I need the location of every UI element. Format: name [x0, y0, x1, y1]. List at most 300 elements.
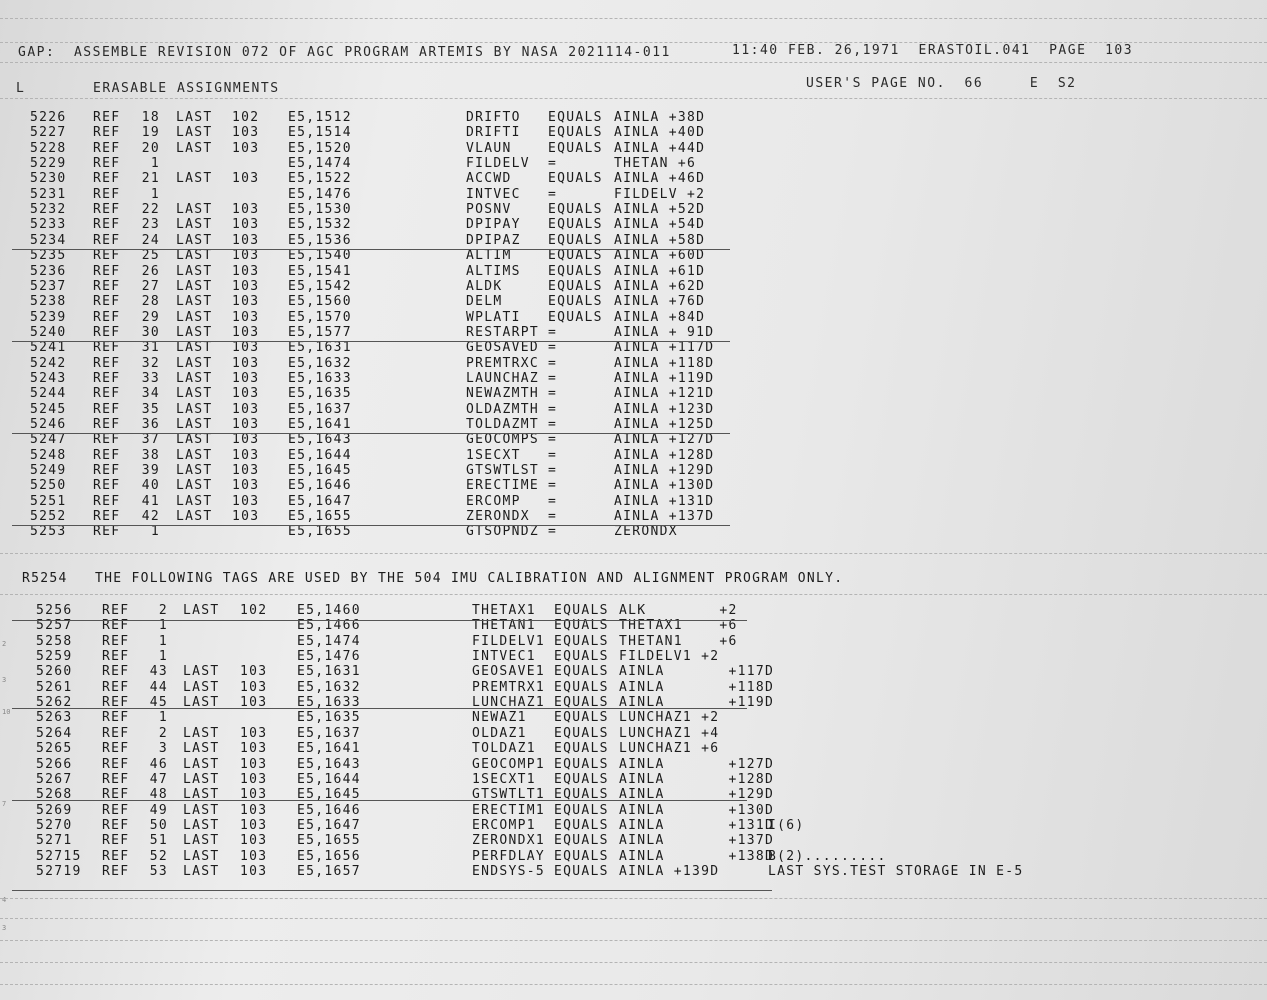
- cell-ref: REF: [93, 463, 121, 479]
- cell-val: AINLA +76D: [614, 294, 706, 310]
- cell-addr: E5,1541: [288, 263, 352, 279]
- cell-note: LAST SYS.TEST STORAGE IN E-5: [768, 863, 1024, 879]
- cell-line: 5256: [36, 603, 73, 618]
- cell-pg: 103: [232, 263, 260, 279]
- cell-n: 50: [149, 817, 168, 833]
- cell-ref: REF: [102, 802, 130, 818]
- cell-addr: E5,1641: [288, 417, 352, 432]
- cell-op: EQUALS: [548, 125, 603, 141]
- cell-addr: E5,1655: [288, 509, 352, 525]
- listing-row: [0, 280, 1267, 295]
- cell-ref: REF: [102, 679, 130, 695]
- cell-line: 5228: [30, 140, 67, 156]
- listing-row: [0, 326, 1267, 341]
- listing-row: [0, 418, 1267, 433]
- cell-ref: REF: [102, 725, 130, 741]
- cell-line: 5247: [30, 432, 67, 448]
- cell-last: LAST: [183, 664, 220, 680]
- ruled-line: [12, 433, 730, 434]
- cell-ref: REF: [93, 432, 121, 448]
- cell-line: 5243: [30, 370, 67, 386]
- cell-tag: RESTARPT: [466, 324, 540, 340]
- cell-line: 5248: [30, 447, 67, 463]
- listing-header-left: GAP: ASSEMBLE REVISION 072 OF AGC PROGRAM ARTEMIS BY NASA 2021114-011: [18, 45, 671, 60]
- cell-last: LAST: [183, 603, 220, 618]
- cell-pg: 102: [240, 603, 268, 618]
- cell-val: ALK +2: [619, 603, 738, 618]
- cell-line: 5236: [30, 263, 67, 279]
- cell-addr: E5,1476: [297, 649, 361, 665]
- cell-tag: ZERONDX1: [472, 833, 546, 849]
- cell-pg: 103: [240, 848, 268, 864]
- listing-row: [0, 357, 1267, 372]
- cell-line: 5264: [36, 725, 73, 741]
- cell-ref: REF: [93, 217, 121, 233]
- users-page-number: USER'S PAGE NO. 66 E S2: [806, 76, 1077, 91]
- cell-op: EQUALS: [548, 140, 603, 156]
- cell-addr: E5,1631: [297, 664, 361, 680]
- remark-line: R5254 THE FOLLOWING TAGS ARE USED BY THE 504 IMU CALIBRATION AND ALIGNMENT PROGRAM ONLY.: [22, 571, 844, 586]
- cell-addr: E5,1647: [297, 817, 361, 833]
- section-mark: L: [16, 81, 26, 96]
- cell-n: 2: [158, 603, 168, 618]
- ruled-line: [12, 620, 747, 621]
- cell-tag: WPLATI: [466, 309, 521, 325]
- cell-val: AINLA +137D: [619, 833, 775, 849]
- cell-pg: 103: [232, 463, 260, 479]
- listing-row: [0, 804, 1267, 819]
- listing-row: [0, 341, 1267, 356]
- listing-row: [0, 479, 1267, 494]
- listing-row: [0, 387, 1267, 402]
- listing-row: [0, 249, 1267, 264]
- cell-tag: 1SECXT1: [472, 771, 536, 787]
- cell-addr: E5,1632: [288, 355, 352, 371]
- cell-pg: 103: [232, 509, 260, 525]
- cell-ref: REF: [93, 478, 121, 494]
- cell-pg: 103: [232, 432, 260, 448]
- cell-pg: 103: [240, 725, 268, 741]
- cell-last: LAST: [176, 278, 213, 294]
- cell-op: =: [548, 340, 558, 356]
- cell-tag: VLAUN: [466, 140, 512, 156]
- cell-op: EQUALS: [554, 679, 609, 695]
- cell-tag: ALDK: [466, 278, 503, 294]
- cell-pg: 103: [232, 309, 260, 325]
- cell-n: 47: [149, 771, 168, 787]
- listing-row: [0, 495, 1267, 510]
- cell-tag: GTSWTLST: [466, 463, 540, 479]
- listing-row: [0, 188, 1267, 203]
- cell-op: =: [548, 417, 558, 432]
- cell-op: EQUALS: [554, 633, 609, 649]
- cell-pg: 103: [240, 833, 268, 849]
- cell-op: EQUALS: [548, 110, 603, 125]
- cell-ref: REF: [93, 232, 121, 248]
- cell-ref: REF: [93, 370, 121, 386]
- cell-val: AINLA +118D: [619, 679, 775, 695]
- cell-line: 5237: [30, 278, 67, 294]
- listing-row: [0, 727, 1267, 742]
- cell-n: 39: [141, 463, 160, 479]
- cell-addr: E5,1474: [297, 633, 361, 649]
- cell-ref: REF: [93, 309, 121, 325]
- cell-pg: 103: [240, 802, 268, 818]
- cell-tag: ERCOMP1: [472, 817, 536, 833]
- cell-line: 5268: [36, 787, 73, 803]
- cell-addr: E5,1656: [297, 848, 361, 864]
- cell-op: =: [548, 478, 558, 494]
- cell-val: AINLA +38D: [614, 110, 706, 125]
- cell-tag: FILDELV: [466, 156, 530, 172]
- cell-tag: GTSWTLT1: [472, 787, 546, 803]
- cell-line: 5235: [30, 248, 67, 264]
- cell-val: AINLA +117D: [614, 340, 715, 356]
- cell-op: EQUALS: [554, 863, 609, 879]
- cell-pg: 103: [232, 294, 260, 310]
- cell-ref: REF: [93, 493, 121, 509]
- margin-tick: 7: [2, 800, 7, 808]
- listing-row: [0, 834, 1267, 849]
- cell-addr: E5,1637: [288, 401, 352, 417]
- cell-last: LAST: [176, 401, 213, 417]
- cell-addr: E5,1512: [288, 110, 352, 125]
- cell-tag: GTSOPNDZ: [466, 524, 540, 540]
- listing-row: [0, 510, 1267, 525]
- cell-ref: REF: [102, 817, 130, 833]
- margin-tick: 3: [2, 676, 7, 684]
- cell-addr: E5,1540: [288, 248, 352, 264]
- cell-val: AINLA +119D: [619, 695, 775, 711]
- cell-op: =: [548, 509, 558, 525]
- cell-ref: REF: [102, 618, 130, 634]
- cell-val: LUNCHAZ1 +4: [619, 725, 720, 741]
- cell-tag: GEOSAVED: [466, 340, 540, 356]
- cell-tag: ALTIM: [466, 248, 512, 264]
- cell-line: 5269: [36, 802, 73, 818]
- cell-last: LAST: [183, 863, 220, 879]
- cell-val: AINLA +125D: [614, 417, 715, 432]
- listing-row: [0, 218, 1267, 233]
- cell-op: EQUALS: [554, 848, 609, 864]
- cell-op: EQUALS: [548, 309, 603, 325]
- listing-row: [0, 619, 1267, 634]
- cell-op: EQUALS: [554, 833, 609, 849]
- cell-val: AINLA +128D: [614, 447, 715, 463]
- cell-last: LAST: [176, 355, 213, 371]
- cell-addr: E5,1646: [297, 802, 361, 818]
- cell-last: LAST: [176, 340, 213, 356]
- cell-last: LAST: [176, 110, 213, 125]
- cell-ref: REF: [102, 695, 130, 711]
- cell-n: 34: [141, 386, 160, 402]
- cell-n: 19: [141, 125, 160, 141]
- cell-val: AINLA +40D: [614, 125, 706, 141]
- cell-n: 1: [150, 524, 160, 540]
- cell-op: EQUALS: [548, 232, 603, 248]
- cell-pg: 103: [232, 217, 260, 233]
- cell-op: EQUALS: [554, 725, 609, 741]
- cell-n: 41: [141, 493, 160, 509]
- cell-addr: E5,1645: [288, 463, 352, 479]
- cell-pg: 103: [232, 493, 260, 509]
- cell-line: 5239: [30, 309, 67, 325]
- cell-addr: E5,1532: [288, 217, 352, 233]
- cell-ref: REF: [93, 509, 121, 525]
- cell-addr: E5,1633: [297, 695, 361, 711]
- cell-tag: NEWAZ1: [472, 710, 527, 726]
- cell-ref: REF: [93, 248, 121, 264]
- cell-val: AINLA +123D: [614, 401, 715, 417]
- listing-row: [0, 635, 1267, 650]
- cell-ref: REF: [93, 324, 121, 340]
- cell-val: AINLA +54D: [614, 217, 706, 233]
- listing-row: [0, 311, 1267, 326]
- cell-line: 5251: [30, 493, 67, 509]
- cell-line: 5232: [30, 202, 67, 218]
- cell-val: AINLA +130D: [619, 802, 775, 818]
- cell-val: THETAN1 +6: [619, 633, 738, 649]
- cell-val: AINLA +62D: [614, 278, 706, 294]
- cell-tag: LAUNCHAZ: [466, 370, 540, 386]
- cell-ref: REF: [102, 756, 130, 772]
- cell-line: 5266: [36, 756, 73, 772]
- cell-op: EQUALS: [554, 756, 609, 772]
- cell-addr: E5,1577: [288, 324, 352, 340]
- cell-tag: GEOCOMPS: [466, 432, 540, 448]
- cell-line: 5263: [36, 710, 73, 726]
- cell-tag: TOLDAZMT: [466, 417, 540, 432]
- cell-val: AINLA +139D: [619, 863, 720, 879]
- cell-pg: 103: [232, 140, 260, 156]
- cell-ref: REF: [93, 447, 121, 463]
- cell-n: 29: [141, 309, 160, 325]
- cell-addr: E5,1646: [288, 478, 352, 494]
- cell-val: AINLA +121D: [614, 386, 715, 402]
- cell-tag: ACCWD: [466, 171, 512, 187]
- cell-n: 1: [150, 156, 160, 172]
- ruled-line: [12, 800, 747, 801]
- listing-row: [0, 865, 1267, 880]
- cell-pg: 103: [232, 340, 260, 356]
- cell-addr: E5,1460: [297, 603, 361, 618]
- cell-val: AINLA +117D: [619, 664, 775, 680]
- cell-addr: E5,1635: [288, 386, 352, 402]
- cell-val: AINLA +129D: [614, 463, 715, 479]
- cell-line: 52719: [36, 863, 82, 879]
- cell-line: 5246: [30, 417, 67, 432]
- cell-line: 5233: [30, 217, 67, 233]
- cell-line: 5241: [30, 340, 67, 356]
- cell-op: EQUALS: [554, 802, 609, 818]
- cell-n: 45: [149, 695, 168, 711]
- cell-val: AINLA +52D: [614, 202, 706, 218]
- cell-val: AINLA +118D: [614, 355, 715, 371]
- cell-last: LAST: [183, 848, 220, 864]
- cell-addr: E5,1647: [288, 493, 352, 509]
- cell-tag: PERFDLAY: [472, 848, 546, 864]
- cell-line: 52715: [36, 848, 82, 864]
- cell-n: 36: [141, 417, 160, 432]
- cell-val: THETAN +6: [614, 156, 697, 172]
- cell-last: LAST: [176, 432, 213, 448]
- cell-tag: DPIPAZ: [466, 232, 521, 248]
- cell-tag: DELM: [466, 294, 503, 310]
- cell-tag: POSNV: [466, 202, 512, 218]
- cell-pg: 103: [232, 447, 260, 463]
- cell-pg: 103: [232, 386, 260, 402]
- cell-pg: 103: [240, 664, 268, 680]
- cell-ref: REF: [102, 633, 130, 649]
- cell-addr: E5,1657: [297, 863, 361, 879]
- listing-header-right: 11:40 FEB. 26,1971 ERASTOIL.041 PAGE 103: [732, 43, 1134, 58]
- cell-n: 22: [141, 202, 160, 218]
- listing-row: [0, 403, 1267, 418]
- cell-pg: 103: [232, 417, 260, 432]
- cell-line: 5240: [30, 324, 67, 340]
- cell-tag: THETAN1: [472, 618, 536, 634]
- cell-addr: E5,1542: [288, 278, 352, 294]
- cell-n: 49: [149, 802, 168, 818]
- cell-n: 31: [141, 340, 160, 356]
- cell-op: =: [548, 447, 558, 463]
- cell-val: AINLA + 91D: [614, 324, 715, 340]
- listing-row: [0, 850, 1267, 865]
- cell-line: 5262: [36, 695, 73, 711]
- ruled-line: [12, 341, 730, 342]
- cell-last: LAST: [176, 447, 213, 463]
- cell-ref: REF: [93, 417, 121, 432]
- cell-pg: 103: [232, 125, 260, 141]
- cell-line: 5260: [36, 664, 73, 680]
- cell-n: 1: [150, 186, 160, 202]
- cell-pg: 103: [240, 817, 268, 833]
- cell-tag: INTVEC1: [472, 649, 536, 665]
- cell-line: 5242: [30, 355, 67, 371]
- cell-val: AINLA +138D: [619, 848, 775, 864]
- cell-tag: OLDAZ1: [472, 725, 527, 741]
- cell-n: 28: [141, 294, 160, 310]
- cell-op: EQUALS: [554, 771, 609, 787]
- cell-n: 30: [141, 324, 160, 340]
- cell-op: EQUALS: [554, 603, 609, 618]
- cell-ref: REF: [93, 340, 121, 356]
- cell-pg: 103: [232, 370, 260, 386]
- cell-last: LAST: [176, 478, 213, 494]
- cell-op: =: [548, 156, 558, 172]
- cell-addr: E5,1637: [297, 725, 361, 741]
- cell-ref: REF: [102, 771, 130, 787]
- cell-ref: REF: [93, 186, 121, 202]
- listing-row: [0, 234, 1267, 249]
- cell-pg: 103: [232, 324, 260, 340]
- cell-last: LAST: [176, 248, 213, 264]
- cell-val: AINLA +127D: [619, 756, 775, 772]
- cell-addr: E5,1632: [297, 679, 361, 695]
- cell-n: 52: [149, 848, 168, 864]
- cell-ref: REF: [102, 649, 130, 665]
- cell-tag: ALTIMS: [466, 263, 521, 279]
- cell-addr: E5,1570: [288, 309, 352, 325]
- cell-n: 32: [141, 355, 160, 371]
- cell-tag: ERCOMP: [466, 493, 521, 509]
- cell-line: 5250: [30, 478, 67, 494]
- cell-tag: INTVEC: [466, 186, 521, 202]
- cell-line: 5229: [30, 156, 67, 172]
- cell-ref: REF: [102, 710, 130, 726]
- cell-op: EQUALS: [554, 817, 609, 833]
- cell-val: AINLA +46D: [614, 171, 706, 187]
- cell-last: LAST: [183, 741, 220, 757]
- cell-tag: PREMTRX1: [472, 679, 546, 695]
- cell-op: EQUALS: [548, 263, 603, 279]
- cell-op: EQUALS: [548, 202, 603, 218]
- cell-val: AINLA +130D: [614, 478, 715, 494]
- cell-line: 5271: [36, 833, 73, 849]
- cell-val: LUNCHAZ1 +6: [619, 741, 720, 757]
- cell-ref: REF: [102, 848, 130, 864]
- cell-ref: REF: [93, 386, 121, 402]
- cell-last: LAST: [176, 309, 213, 325]
- cell-n: 51: [149, 833, 168, 849]
- cell-tag: ERECTIM1: [472, 802, 546, 818]
- listing-row: [0, 650, 1267, 665]
- cell-line: 5267: [36, 771, 73, 787]
- cell-addr: E5,1466: [297, 618, 361, 634]
- cell-addr: E5,1645: [297, 787, 361, 803]
- cell-pg: 103: [240, 679, 268, 695]
- cell-val: AINLA +119D: [614, 370, 715, 386]
- cell-pg: 102: [232, 110, 260, 125]
- cell-n: 38: [141, 447, 160, 463]
- cell-n: 1: [158, 618, 168, 634]
- cell-last: LAST: [176, 509, 213, 525]
- cell-addr: E5,1643: [288, 432, 352, 448]
- cell-op: =: [548, 355, 558, 371]
- ruled-line: [12, 249, 730, 250]
- cell-pg: 103: [240, 756, 268, 772]
- cell-tag: 1SECXT: [466, 447, 521, 463]
- cell-n: 3: [158, 741, 168, 757]
- cell-val: FILDELV1 +2: [619, 649, 720, 665]
- cell-line: 5230: [30, 171, 67, 187]
- listing-row: [0, 773, 1267, 788]
- listing-row: [0, 681, 1267, 696]
- cell-addr: E5,1536: [288, 232, 352, 248]
- cell-addr: E5,1641: [297, 741, 361, 757]
- cell-n: 2: [158, 725, 168, 741]
- cell-op: EQUALS: [554, 741, 609, 757]
- ruled-line: [12, 708, 747, 709]
- listing-row: [0, 464, 1267, 479]
- cell-addr: E5,1644: [297, 771, 361, 787]
- cell-last: LAST: [176, 263, 213, 279]
- cell-addr: E5,1530: [288, 202, 352, 218]
- listing-row: [0, 711, 1267, 726]
- cell-last: LAST: [176, 140, 213, 156]
- cell-last: LAST: [176, 125, 213, 141]
- listing-row: [0, 433, 1267, 448]
- cell-addr: E5,1522: [288, 171, 352, 187]
- cell-n: 1: [158, 710, 168, 726]
- cell-op: EQUALS: [554, 618, 609, 634]
- cell-op: EQUALS: [548, 217, 603, 233]
- cell-op: EQUALS: [548, 248, 603, 264]
- cell-pg: 103: [240, 695, 268, 711]
- cell-n: 43: [149, 664, 168, 680]
- cell-tag: LUNCHAZ1: [472, 695, 546, 711]
- cell-addr: E5,1631: [288, 340, 352, 356]
